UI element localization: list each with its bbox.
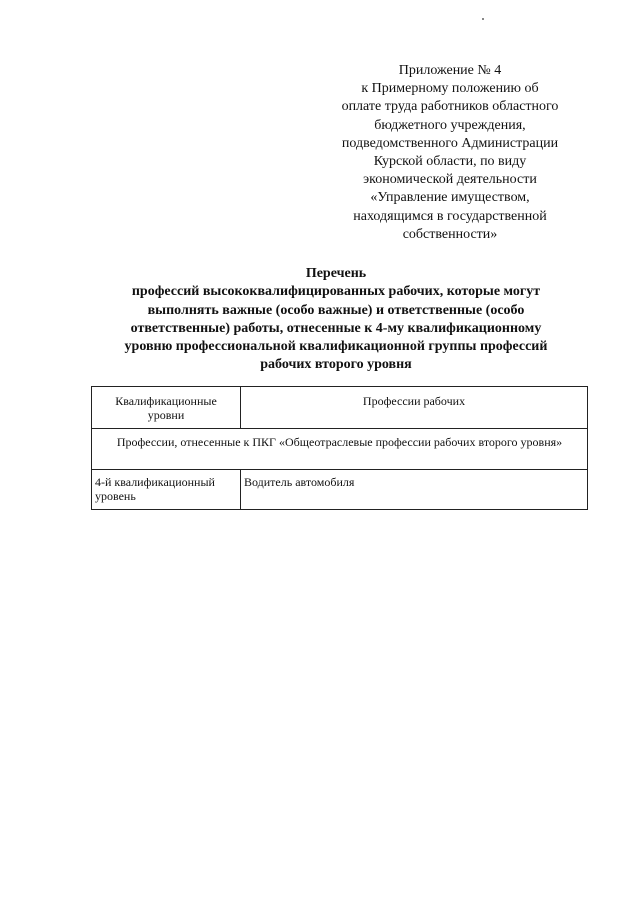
heading-line: уровню профессиональной квалификационной группы профессий	[124, 339, 548, 355]
appendix-line: бюджетного учреждения,	[374, 117, 526, 133]
appendix-line: к Примерному положению об	[361, 81, 539, 97]
table-header-row	[92, 387, 588, 429]
appendix-line: оплате труда работников областного	[341, 99, 559, 115]
appendix-line: «Управление имуществом,	[370, 190, 530, 206]
appendix-line: Приложение № 4	[398, 63, 502, 78]
heading-line: ответственные) работы, отнесенные к 4-му квалификационному	[130, 320, 542, 336]
header-cell-professions: Профессии рабочих	[241, 387, 588, 429]
scan-speck	[482, 18, 484, 20]
appendix-line: находящимся в государственной	[353, 208, 547, 224]
heading-line: рабочих второго уровня	[260, 357, 412, 373]
professions-table	[91, 386, 588, 510]
cell-level: 4-й квалификационный уровень	[92, 470, 241, 510]
document-heading	[86, 265, 586, 375]
table-group-row	[92, 429, 588, 470]
heading-line: выполнять важные (особо важные) и ответственные (особо	[147, 302, 525, 318]
cell-profession: Водитель автомобиля	[241, 470, 588, 510]
header-cell-levels: Квалификационные уровни	[92, 387, 241, 429]
appendix-line: подведомственного Администрации	[341, 135, 559, 151]
heading-title: Перечень	[305, 266, 367, 281]
appendix-line: собственности»	[402, 226, 498, 242]
appendix-header	[330, 62, 570, 244]
appendix-line: экономической деятельности	[363, 172, 537, 188]
table-row	[92, 470, 588, 510]
heading-line: профессий высококвалифицированных рабочих, которые могут	[131, 284, 541, 300]
appendix-line: Курской области, по виду	[373, 154, 527, 170]
group-cell: Профессии, отнесенные к ПКГ «Общеотраслевые профессии рабочих второго уровня»	[92, 429, 588, 470]
